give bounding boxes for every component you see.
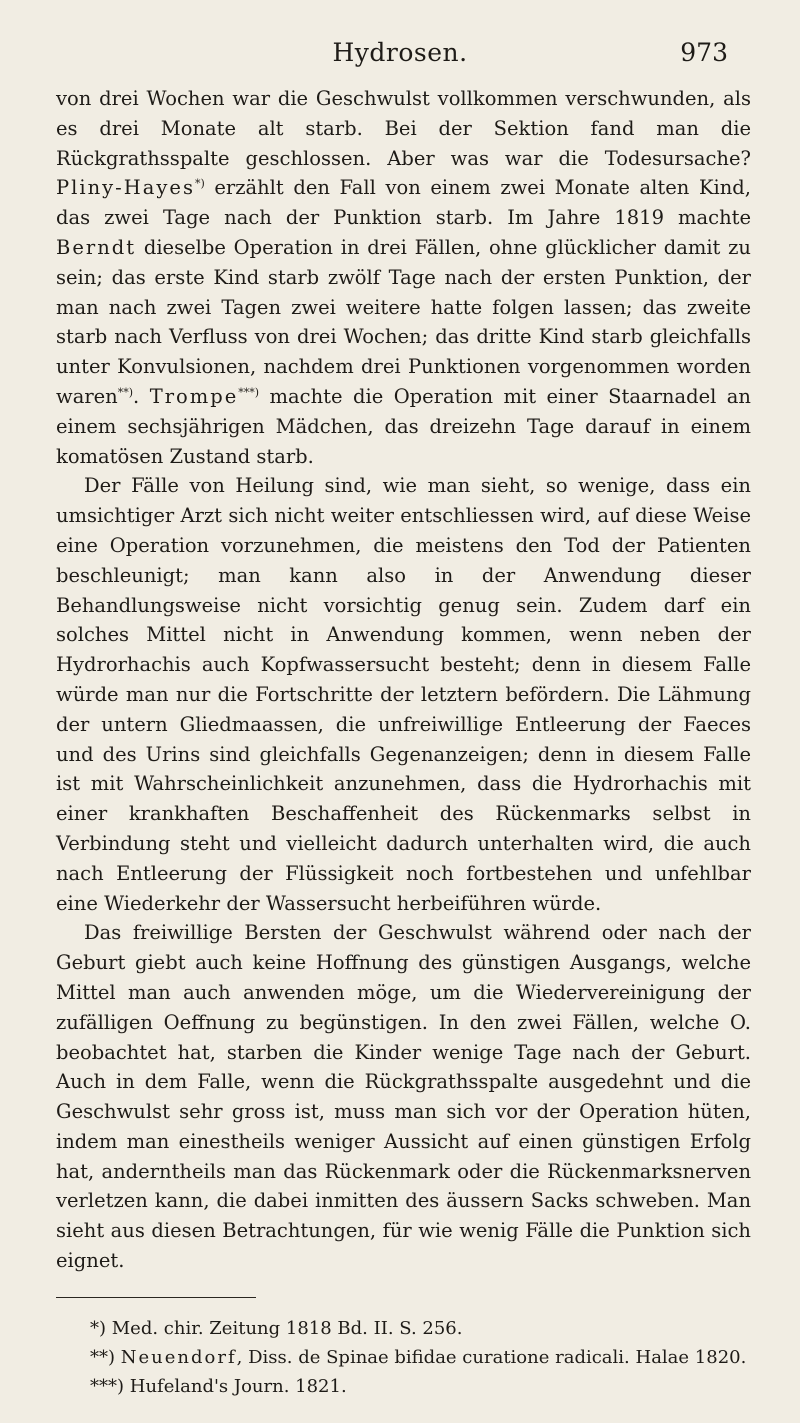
author-name: Berndt: [56, 235, 137, 259]
footnote-text: Hufeland's Journ. 1821.: [124, 1376, 347, 1397]
page-header: [0, 38, 800, 78]
text-run: von drei Wochen war die Geschwulst vollkommen verschwunden, als es drei Monate alt starb. Bei der Sektion fand man die Rückgrathsspalte geschlossen. Aber was war die Todesursache?: [56, 87, 751, 170]
footnote-3: [90, 1372, 750, 1401]
footnote-mark: ***): [90, 1376, 125, 1397]
author-name: Pliny-Hayes: [56, 176, 195, 200]
paragraph-1: [56, 84, 751, 471]
footnote-ref: *): [194, 177, 205, 191]
text-run: dieselbe Operation in drei Fällen, ohne glücklicher damit zu sein; das erste Kind starb zwölf Tage nach der ersten Punktion, der man nach zwei Tagen zwei weitere hatte folgen lassen; das zweite starb nach Verfluss von drei Wochen; das dritte Kind starb gleichfalls unter Konvulsionen, nachdem drei Punktionen vorgenommen worden waren: [56, 235, 751, 408]
text-run: .: [133, 384, 150, 408]
footnotes: [90, 1314, 750, 1401]
author-name: Trompe: [149, 384, 239, 408]
footnote-separator: [56, 1297, 256, 1298]
footnote-ref: ***): [238, 385, 260, 399]
body-text: [56, 84, 751, 1276]
paragraph-2: Der Fälle von Heilung sind, wie man sieht, so wenige, dass ein umsichtiger Arzt sich nicht weiter entschliessen wird, auf diese Weise eine Operation vorzunehmen, die meistens den Tod der Patienten beschleunigt; man kann also in der Anwendung dieser Behandlungsweise nicht vorsichtig genug sein. Zudem darf ein solches Mittel nicht in Anwendung kommen, wenn neben der Hydrorhachis auch Kopfwassersucht besteht; denn in diesem Falle würde man nur die Fortschritte der letztern befördern. Die Lähmung der untern Gliedmaassen, die unfreiwillige Entleerung der Faeces und des Urins sind gleichfalls Gegenanzeigen; denn in diesem Falle ist mit Wahrscheinlichkeit anzunehmen, dass die Hydrorhachis mit einer krankhaften Beschaffenheit des Rückenmarks selbst in Verbindung steht und vielleicht dadurch unterhalten wird, die auch nach Entleerung der Flüssigkeit noch fortbestehen und unfehlbar eine Wiederkehr der Wassersucht herbeiführen würde.: [56, 474, 751, 915]
footnote-text: , Diss. de Spinae bifidae curatione radicali. Halae 1820.: [236, 1347, 747, 1368]
footnote-mark: *): [90, 1318, 107, 1339]
text-run: erzählt den Fall von einem zwei Monate alten Kind, das zwei Tage nach der Punktion starb. Im Jahre 1819 machte: [56, 176, 751, 230]
page-number: 973: [680, 38, 728, 67]
footnote-2: [90, 1343, 750, 1372]
footnote-text: Med. chir. Zeitung 1818 Bd. II. S. 256.: [106, 1318, 463, 1339]
paragraph-3: Das freiwillige Bersten der Geschwulst während oder nach der Geburt giebt auch keine Hoffnung des günstigen Ausgangs, welche Mittel man auch anwenden möge, um die Wiedervereinigung der zufälligen Oeffnung zu begünstigen. In den zwei Fällen, welche O. beobachtet hat, starben die Kinder wenige Tage nach der Geburt. Auch in dem Falle, wenn die Rückgrathsspalte ausgedehnt und die Geschwulst sehr gross ist, muss man sich vor der Operation hüten, indem man einestheils weniger Aussicht auf einen günstigen Erfolg hat, anderntheils man das Rückenmark oder die Rückenmarksnerven verletzen kann, die dabei inmitten des äussern Sacks schweben. Man sieht aus diesen Betrachtungen, für wie wenig Fälle die Punktion sich eignet.: [56, 921, 751, 1273]
running-title: Hydrosen.: [332, 38, 468, 67]
text-run: machte die Operation mit einer Staarnadel an einem sechsjährigen Mädchen, das dreizehn Tage darauf in einem komatösen Zustand starb.: [56, 384, 751, 468]
author-name: Neuendorf: [120, 1347, 237, 1368]
footnote-ref: **): [117, 385, 134, 399]
footnote-mark: **): [90, 1347, 116, 1368]
footnote-1: [90, 1314, 750, 1343]
